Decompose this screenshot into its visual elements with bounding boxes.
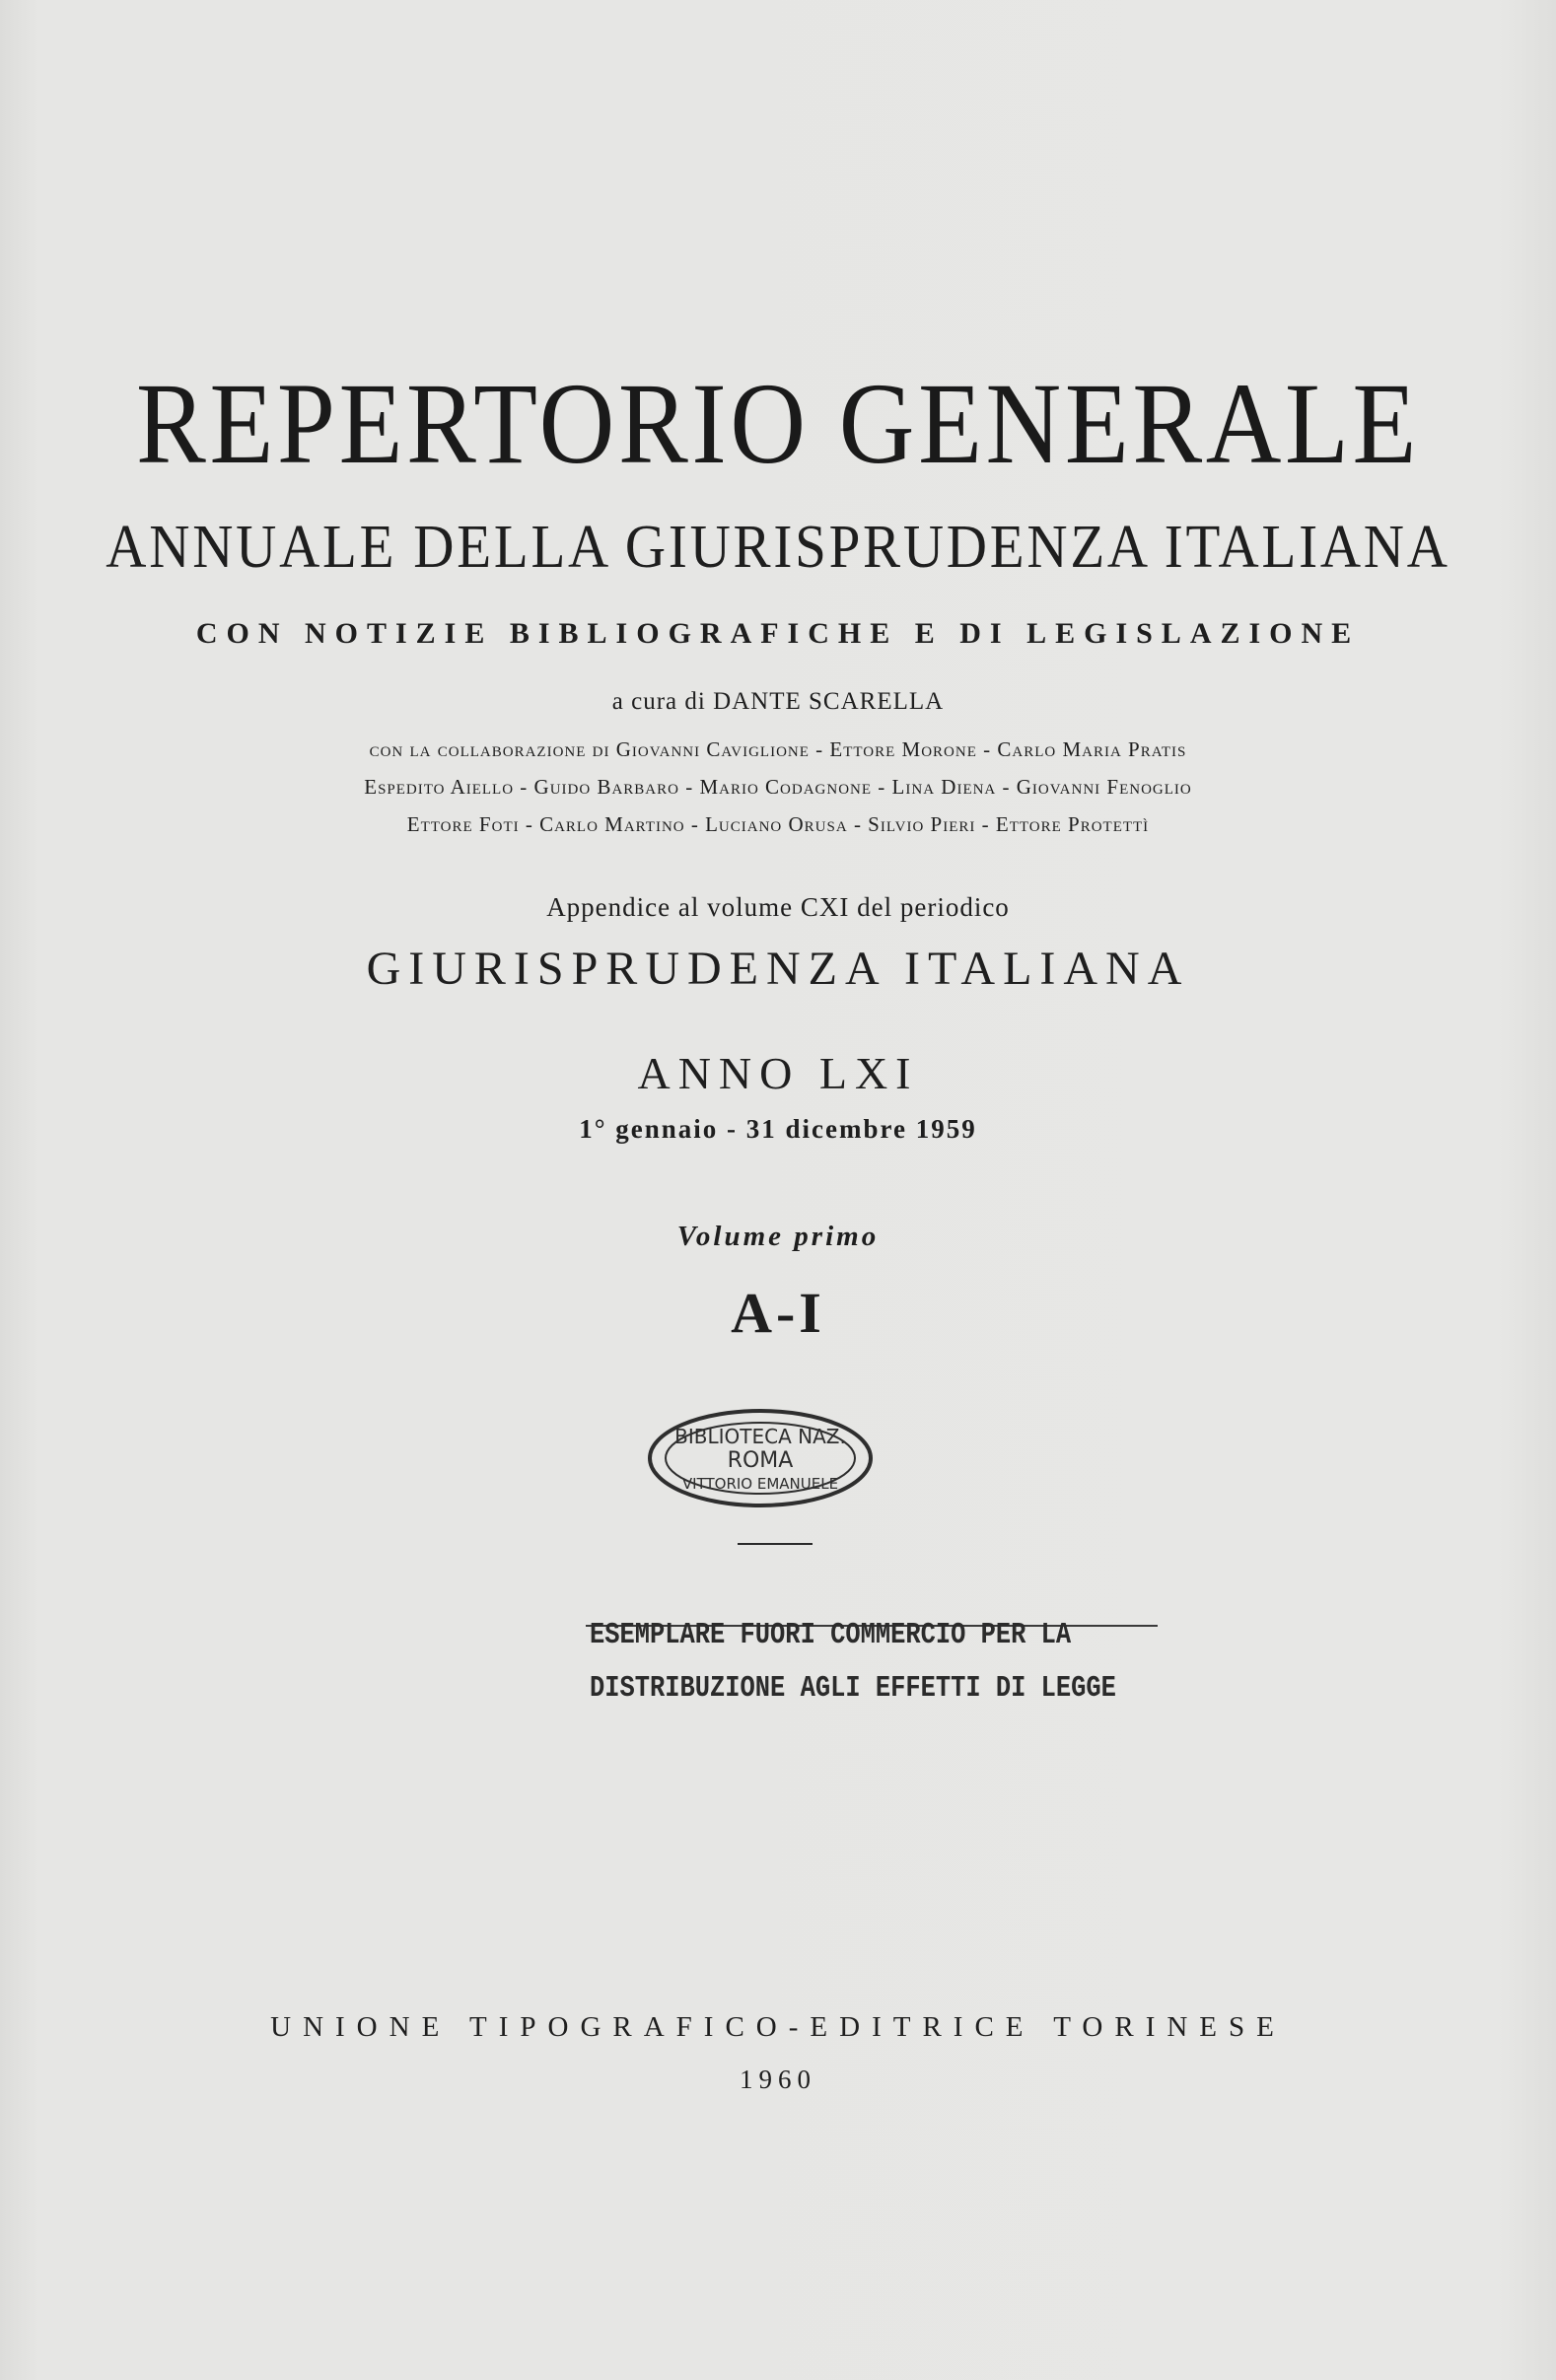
library-stamp-line-1: BIBLIOTECA NAZ.: [674, 1425, 846, 1448]
date-range: 1° gennaio - 31 dicembre 1959: [579, 1114, 977, 1144]
collaborators-line-3: Ettore Foti - Carlo Martino - Luciano Orusa - Silvio Pieri - Ettore Protettì: [406, 812, 1150, 836]
periodical-title: GIURISPRUDENZA ITALIANA: [366, 943, 1190, 995]
letter-range: A-I: [731, 1281, 825, 1345]
legal-stamp: [590, 1609, 1162, 1715]
tagline: CON NOTIZIE BIBLIOGRAFICHE E DI LEGISLAZIONE: [195, 617, 1361, 650]
collaborators-line-1: con la collaborazione di Giovanni Caviglione - Ettore Morone - Carlo Maria Pratis: [369, 737, 1187, 761]
publication-year: 1960: [740, 2065, 816, 2094]
subtitle: ANNUALE DELLA GIURISPRUDENZA ITALIANA: [106, 514, 1450, 581]
collaborators-line-2: Espedito Aiello - Guido Barbaro - Mario Codagnone - Lina Diena - Giovanni Fenoglio: [364, 775, 1192, 799]
library-stamp: [645, 1404, 876, 1512]
library-stamp-line-3: VITTORIO EMANUELE: [681, 1475, 839, 1493]
library-stamp-line-2: ROMA: [727, 1448, 794, 1473]
legal-stamp-line-1: ESEMPLARE FUORI COMMERCIO PER LA: [590, 1618, 1072, 1652]
volume-label: Volume primo: [676, 1221, 880, 1252]
anno-line: ANNO LXI: [637, 1048, 919, 1098]
main-title: REPERTORIO GENERALE: [136, 359, 1420, 488]
appendix-line: Appendice al volume CXI del periodico: [546, 892, 1010, 922]
legal-stamp-line-2: DISTRIBUZIONE AGLI EFFETTI DI LEGGE: [590, 1671, 1116, 1706]
editor-line: a cura di DANTE SCARELLA: [611, 688, 945, 715]
publisher: UNIONE TIPOGRAFICO-EDITRICE TORINESE: [270, 2011, 1286, 2043]
divider-rule: [738, 1543, 813, 1545]
